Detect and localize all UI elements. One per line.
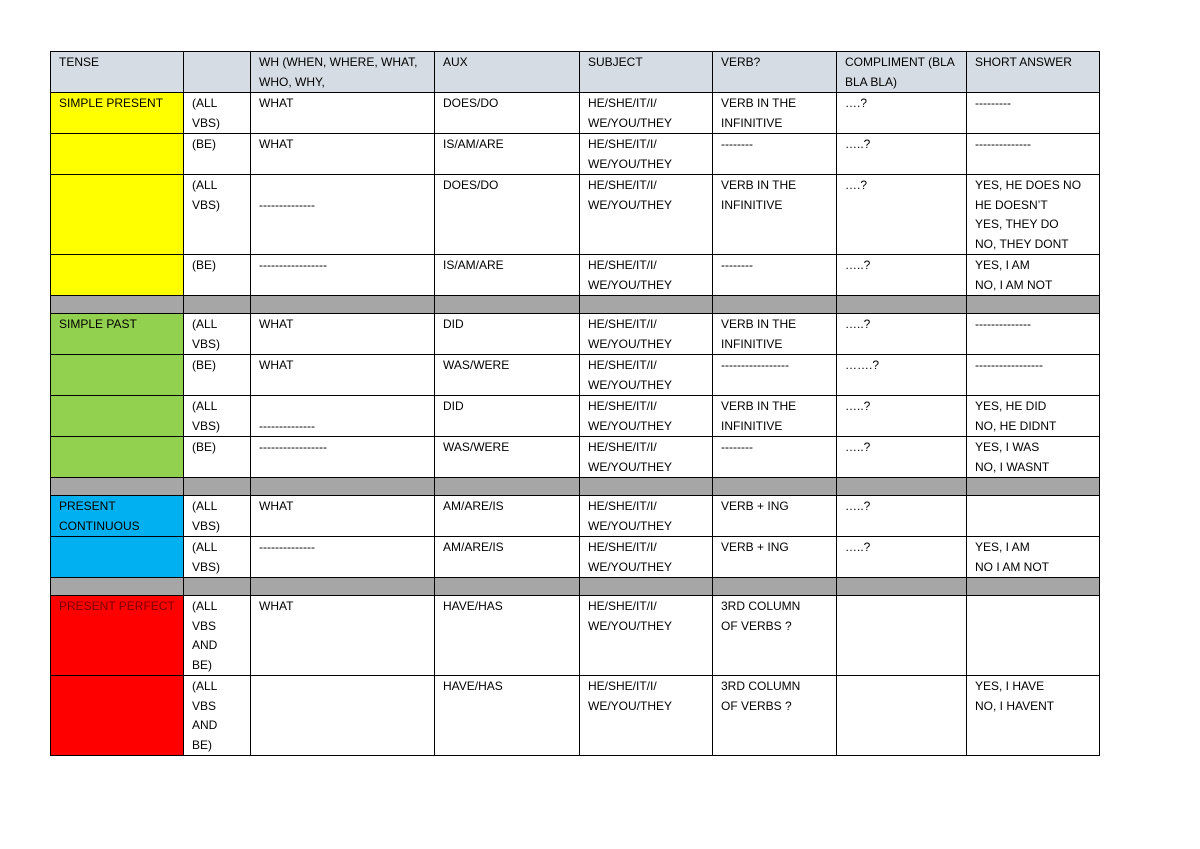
separator-cell <box>251 296 435 314</box>
aux-cell: DOES/DO <box>435 93 580 134</box>
aux-cell: IS/AM/ARE <box>435 134 580 175</box>
wh-word-cell: ----------------- <box>251 437 435 478</box>
separator-cell <box>184 296 251 314</box>
separator-cell <box>580 296 713 314</box>
verb-cell: VERB + ING <box>713 496 837 537</box>
subject-cell: HE/SHE/IT/I/ WE/YOU/THEY <box>580 537 713 578</box>
compliment-cell: …..? <box>837 255 967 296</box>
short-answer-cell: YES, I AM NO, I AM NOT <box>967 255 1100 296</box>
separator-row <box>51 578 1100 596</box>
short-answer-cell: YES, I WAS NO, I WASNT <box>967 437 1100 478</box>
separator-cell <box>51 478 184 496</box>
subject-cell: HE/SHE/IT/I/ WE/YOU/THEY <box>580 314 713 355</box>
subject-cell: HE/SHE/IT/I/ WE/YOU/THEY <box>580 596 713 676</box>
verb-type-cell: (ALL VBS) <box>184 537 251 578</box>
compliment-cell: ….? <box>837 93 967 134</box>
compliment-cell <box>837 676 967 756</box>
table-row <box>51 596 1100 676</box>
tense-cell <box>51 437 184 478</box>
separator-cell <box>713 478 837 496</box>
verb-cell: VERB IN THE INFINITIVE <box>713 93 837 134</box>
tense-cell: SIMPLE PRESENT <box>51 93 184 134</box>
tense-cell <box>51 134 184 175</box>
verb-type-cell: (ALL VBS) <box>184 314 251 355</box>
verb-type-cell: (ALL VBS) <box>184 175 251 255</box>
subject-cell: HE/SHE/IT/I/ WE/YOU/THEY <box>580 175 713 255</box>
separator-row <box>51 478 1100 496</box>
verb-type-cell: (ALL VBS) <box>184 93 251 134</box>
table-row <box>51 676 1100 756</box>
aux-cell: DID <box>435 396 580 437</box>
separator-cell <box>251 478 435 496</box>
separator-cell <box>837 578 967 596</box>
verb-cell: VERB IN THE INFINITIVE <box>713 396 837 437</box>
wh-word-cell: WHAT <box>251 134 435 175</box>
subject-cell: HE/SHE/IT/I/ WE/YOU/THEY <box>580 255 713 296</box>
tense-cell: SIMPLE PAST <box>51 314 184 355</box>
tense-question-table <box>50 51 1100 756</box>
compliment-cell <box>837 596 967 676</box>
separator-cell <box>967 296 1100 314</box>
wh-word-cell: ----------------- <box>251 255 435 296</box>
tense-cell: PRESENT PERFECT <box>51 596 184 676</box>
table-row <box>51 496 1100 537</box>
compliment-cell: ….? <box>837 175 967 255</box>
separator-cell <box>713 578 837 596</box>
wh-word-cell: -------------- <box>251 396 435 437</box>
verb-cell: 3RD COLUMN OF VERBS ? <box>713 596 837 676</box>
verb-type-cell: (BE) <box>184 355 251 396</box>
verb-cell: ----------------- <box>713 355 837 396</box>
compliment-cell: …..? <box>837 134 967 175</box>
separator-cell <box>837 296 967 314</box>
separator-cell <box>435 578 580 596</box>
tense-cell <box>51 676 184 756</box>
aux-cell: DOES/DO <box>435 175 580 255</box>
separator-cell <box>837 478 967 496</box>
tense-cell: PRESENT CONTINUOUS <box>51 496 184 537</box>
wh-word-cell: WHAT <box>251 314 435 355</box>
header-row <box>51 52 1100 93</box>
compliment-cell: …….? <box>837 355 967 396</box>
verb-type-cell: (BE) <box>184 255 251 296</box>
separator-cell <box>184 578 251 596</box>
aux-cell: HAVE/HAS <box>435 596 580 676</box>
short-answer-cell: --------- <box>967 93 1100 134</box>
aux-cell: HAVE/HAS <box>435 676 580 756</box>
header-verb-cell: VERB? <box>713 52 837 93</box>
short-answer-cell <box>967 496 1100 537</box>
subject-cell: HE/SHE/IT/I/ WE/YOU/THEY <box>580 355 713 396</box>
compliment-cell: …..? <box>837 437 967 478</box>
separator-cell <box>967 578 1100 596</box>
verb-type-cell: (ALL VBS AND BE) <box>184 596 251 676</box>
subject-cell: HE/SHE/IT/I/ WE/YOU/THEY <box>580 676 713 756</box>
verb-cell: -------- <box>713 437 837 478</box>
tense-cell <box>51 537 184 578</box>
verb-cell: 3RD COLUMN OF VERBS ? <box>713 676 837 756</box>
table-row <box>51 93 1100 134</box>
aux-cell: WAS/WERE <box>435 355 580 396</box>
short-answer-cell: YES, I AM NO I AM NOT <box>967 537 1100 578</box>
separator-cell <box>713 296 837 314</box>
separator-cell <box>435 478 580 496</box>
separator-cell <box>435 296 580 314</box>
aux-cell: IS/AM/ARE <box>435 255 580 296</box>
wh-word-cell: WHAT <box>251 93 435 134</box>
aux-cell: DID <box>435 314 580 355</box>
wh-word-cell: WHAT <box>251 496 435 537</box>
compliment-cell: …..? <box>837 396 967 437</box>
verb-cell: -------- <box>713 255 837 296</box>
tense-cell <box>51 396 184 437</box>
header-aux-cell: AUX <box>435 52 580 93</box>
short-answer-cell: YES, HE DOES NO HE DOESN’T YES, THEY DO NO, THEY DONT <box>967 175 1100 255</box>
wh-word-cell <box>251 676 435 756</box>
verb-cell: VERB IN THE INFINITIVE <box>713 175 837 255</box>
verb-type-cell: (BE) <box>184 134 251 175</box>
header-wh-word-cell: WH (WHEN, WHERE, WHAT, WHO, WHY, <box>251 52 435 93</box>
table-row <box>51 314 1100 355</box>
subject-cell: HE/SHE/IT/I/ WE/YOU/THEY <box>580 93 713 134</box>
table-row <box>51 134 1100 175</box>
separator-cell <box>967 478 1100 496</box>
verb-type-cell: (ALL VBS) <box>184 396 251 437</box>
verb-type-cell: (ALL VBS) <box>184 496 251 537</box>
wh-word-cell: -------------- <box>251 537 435 578</box>
subject-cell: HE/SHE/IT/I/ WE/YOU/THEY <box>580 496 713 537</box>
short-answer-cell: YES, I HAVE NO, I HAVENT <box>967 676 1100 756</box>
aux-cell: WAS/WERE <box>435 437 580 478</box>
separator-row <box>51 296 1100 314</box>
verb-cell: VERB IN THE INFINITIVE <box>713 314 837 355</box>
header-tense-cell: TENSE <box>51 52 184 93</box>
aux-cell: AM/ARE/IS <box>435 537 580 578</box>
wh-word-cell: -------------- <box>251 175 435 255</box>
verb-cell: VERB + ING <box>713 537 837 578</box>
tense-cell <box>51 175 184 255</box>
subject-cell: HE/SHE/IT/I/ WE/YOU/THEY <box>580 437 713 478</box>
separator-cell <box>580 578 713 596</box>
separator-cell <box>251 578 435 596</box>
wh-word-cell: WHAT <box>251 596 435 676</box>
header-subject-cell: SUBJECT <box>580 52 713 93</box>
separator-cell <box>184 478 251 496</box>
short-answer-cell <box>967 596 1100 676</box>
verb-type-cell: (BE) <box>184 437 251 478</box>
table-row <box>51 355 1100 396</box>
subject-cell: HE/SHE/IT/I/ WE/YOU/THEY <box>580 396 713 437</box>
table-row <box>51 537 1100 578</box>
header-short-answer-cell: SHORT ANSWER <box>967 52 1100 93</box>
short-answer-cell: -------------- <box>967 134 1100 175</box>
verb-type-cell: (ALL VBS AND BE) <box>184 676 251 756</box>
tense-cell <box>51 355 184 396</box>
wh-word-cell: WHAT <box>251 355 435 396</box>
header-verb-type-cell <box>184 52 251 93</box>
compliment-cell: …..? <box>837 314 967 355</box>
short-answer-cell: -------------- <box>967 314 1100 355</box>
table-row <box>51 175 1100 255</box>
compliment-cell: …..? <box>837 496 967 537</box>
compliment-cell: …..? <box>837 537 967 578</box>
aux-cell: AM/ARE/IS <box>435 496 580 537</box>
table-row <box>51 396 1100 437</box>
short-answer-cell: ----------------- <box>967 355 1100 396</box>
short-answer-cell: YES, HE DID NO, HE DIDNT <box>967 396 1100 437</box>
verb-cell: -------- <box>713 134 837 175</box>
subject-cell: HE/SHE/IT/I/ WE/YOU/THEY <box>580 134 713 175</box>
tense-cell <box>51 255 184 296</box>
table-row <box>51 255 1100 296</box>
table-row <box>51 437 1100 478</box>
separator-cell <box>51 296 184 314</box>
separator-cell <box>51 578 184 596</box>
separator-cell <box>580 478 713 496</box>
header-compliment-cell: COMPLIMENT (BLA BLA BLA) <box>837 52 967 93</box>
